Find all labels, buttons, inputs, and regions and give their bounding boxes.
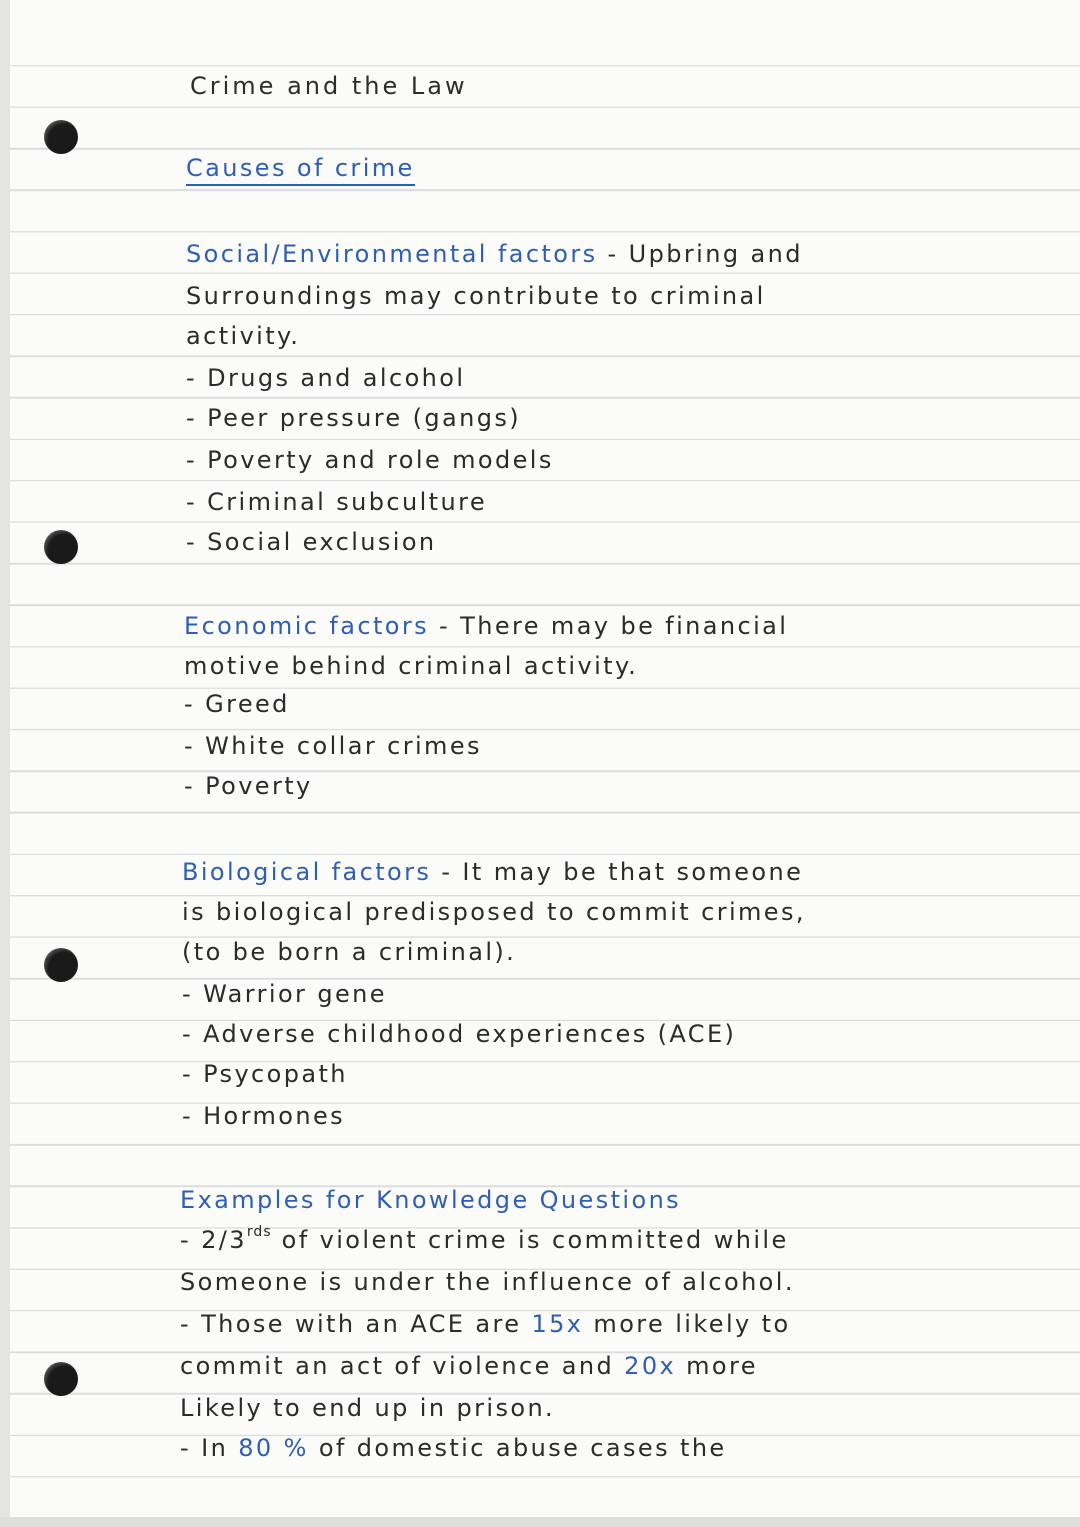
social-intro-line-3: activity.: [186, 322, 301, 350]
fraction-superscript: rds: [246, 1224, 272, 1240]
social-item-1: - Drugs and alcohol: [186, 364, 466, 392]
punch-hole-3: [44, 948, 78, 982]
economic-intro-line-2: motive behind criminal activity.: [184, 652, 639, 680]
social-item-2: - Peer pressure (gangs): [186, 404, 522, 432]
examples-line-4: [180, 1352, 758, 1380]
examples-line-4-post: more: [676, 1352, 758, 1380]
biological-intro-line-3: (to be born a criminal).: [182, 938, 517, 966]
social-item-3: - Poverty and role models: [186, 446, 554, 474]
examples-line-6-post: of domestic abuse cases the: [308, 1434, 727, 1462]
punch-hole-1: [44, 120, 78, 154]
examples-dash: -: [180, 1226, 202, 1254]
stat-15x: 15x: [531, 1310, 584, 1338]
biological-factors-label: Biological factors: [182, 858, 432, 886]
page-left-edge: [0, 0, 10, 1527]
examples-line-1-text: of violent crime is committed while: [271, 1226, 789, 1254]
examples-line-3-post: more likely to: [583, 1310, 791, 1338]
biological-intro-line-2: is biological predisposed to commit crimes,: [182, 898, 806, 926]
economic-factors-label: Economic factors: [184, 612, 430, 640]
page-title: Crime and the Law: [190, 72, 468, 100]
economic-item-1: - Greed: [184, 690, 290, 718]
biological-intro-text: - It may be that someone: [431, 858, 804, 886]
examples-heading: Examples for Knowledge Questions: [180, 1186, 682, 1214]
economic-item-2: - White collar crimes: [184, 732, 482, 760]
social-intro-text: - Upbring and: [597, 240, 803, 268]
examples-line-5: Likely to end up in prison.: [180, 1394, 556, 1422]
page-bottom-edge: [0, 1517, 1080, 1527]
examples-line-1: [180, 1226, 789, 1254]
stat-80-percent: 80 %: [238, 1434, 309, 1462]
economic-item-3: - Poverty: [184, 772, 313, 800]
biological-item-2: - Adverse childhood experiences (ACE): [182, 1020, 737, 1048]
examples-line-3: [180, 1310, 791, 1338]
social-intro-line-1: [186, 240, 803, 268]
economic-intro-line-1: [184, 612, 788, 640]
two-thirds-fraction: 2/3: [201, 1226, 247, 1254]
examples-line-3-pre: - Those with an ACE are: [180, 1310, 532, 1338]
section-heading: Causes of crime: [186, 154, 415, 186]
examples-line-2: Someone is under the influence of alcohol.: [180, 1268, 795, 1296]
biological-item-3: - Psycopath: [182, 1060, 348, 1088]
social-item-5: - Social exclusion: [186, 528, 437, 556]
examples-line-6-pre: - In: [180, 1434, 239, 1462]
punch-hole-4: [44, 1362, 78, 1396]
stat-20x: 20x: [624, 1352, 677, 1380]
biological-item-1: - Warrior gene: [182, 980, 387, 1008]
economic-intro-text: - There may be financial: [429, 612, 789, 640]
social-intro-line-2: Surroundings may contribute to criminal: [186, 282, 766, 310]
punch-hole-2: [44, 530, 78, 564]
biological-intro-line-1: [182, 858, 803, 886]
social-item-4: - Criminal subculture: [186, 488, 487, 516]
social-factors-label: Social/Environmental factors: [186, 240, 598, 268]
examples-line-6: [180, 1434, 727, 1462]
examples-line-4-pre: commit an act of violence and: [180, 1352, 625, 1380]
biological-item-4: - Hormones: [182, 1102, 346, 1130]
